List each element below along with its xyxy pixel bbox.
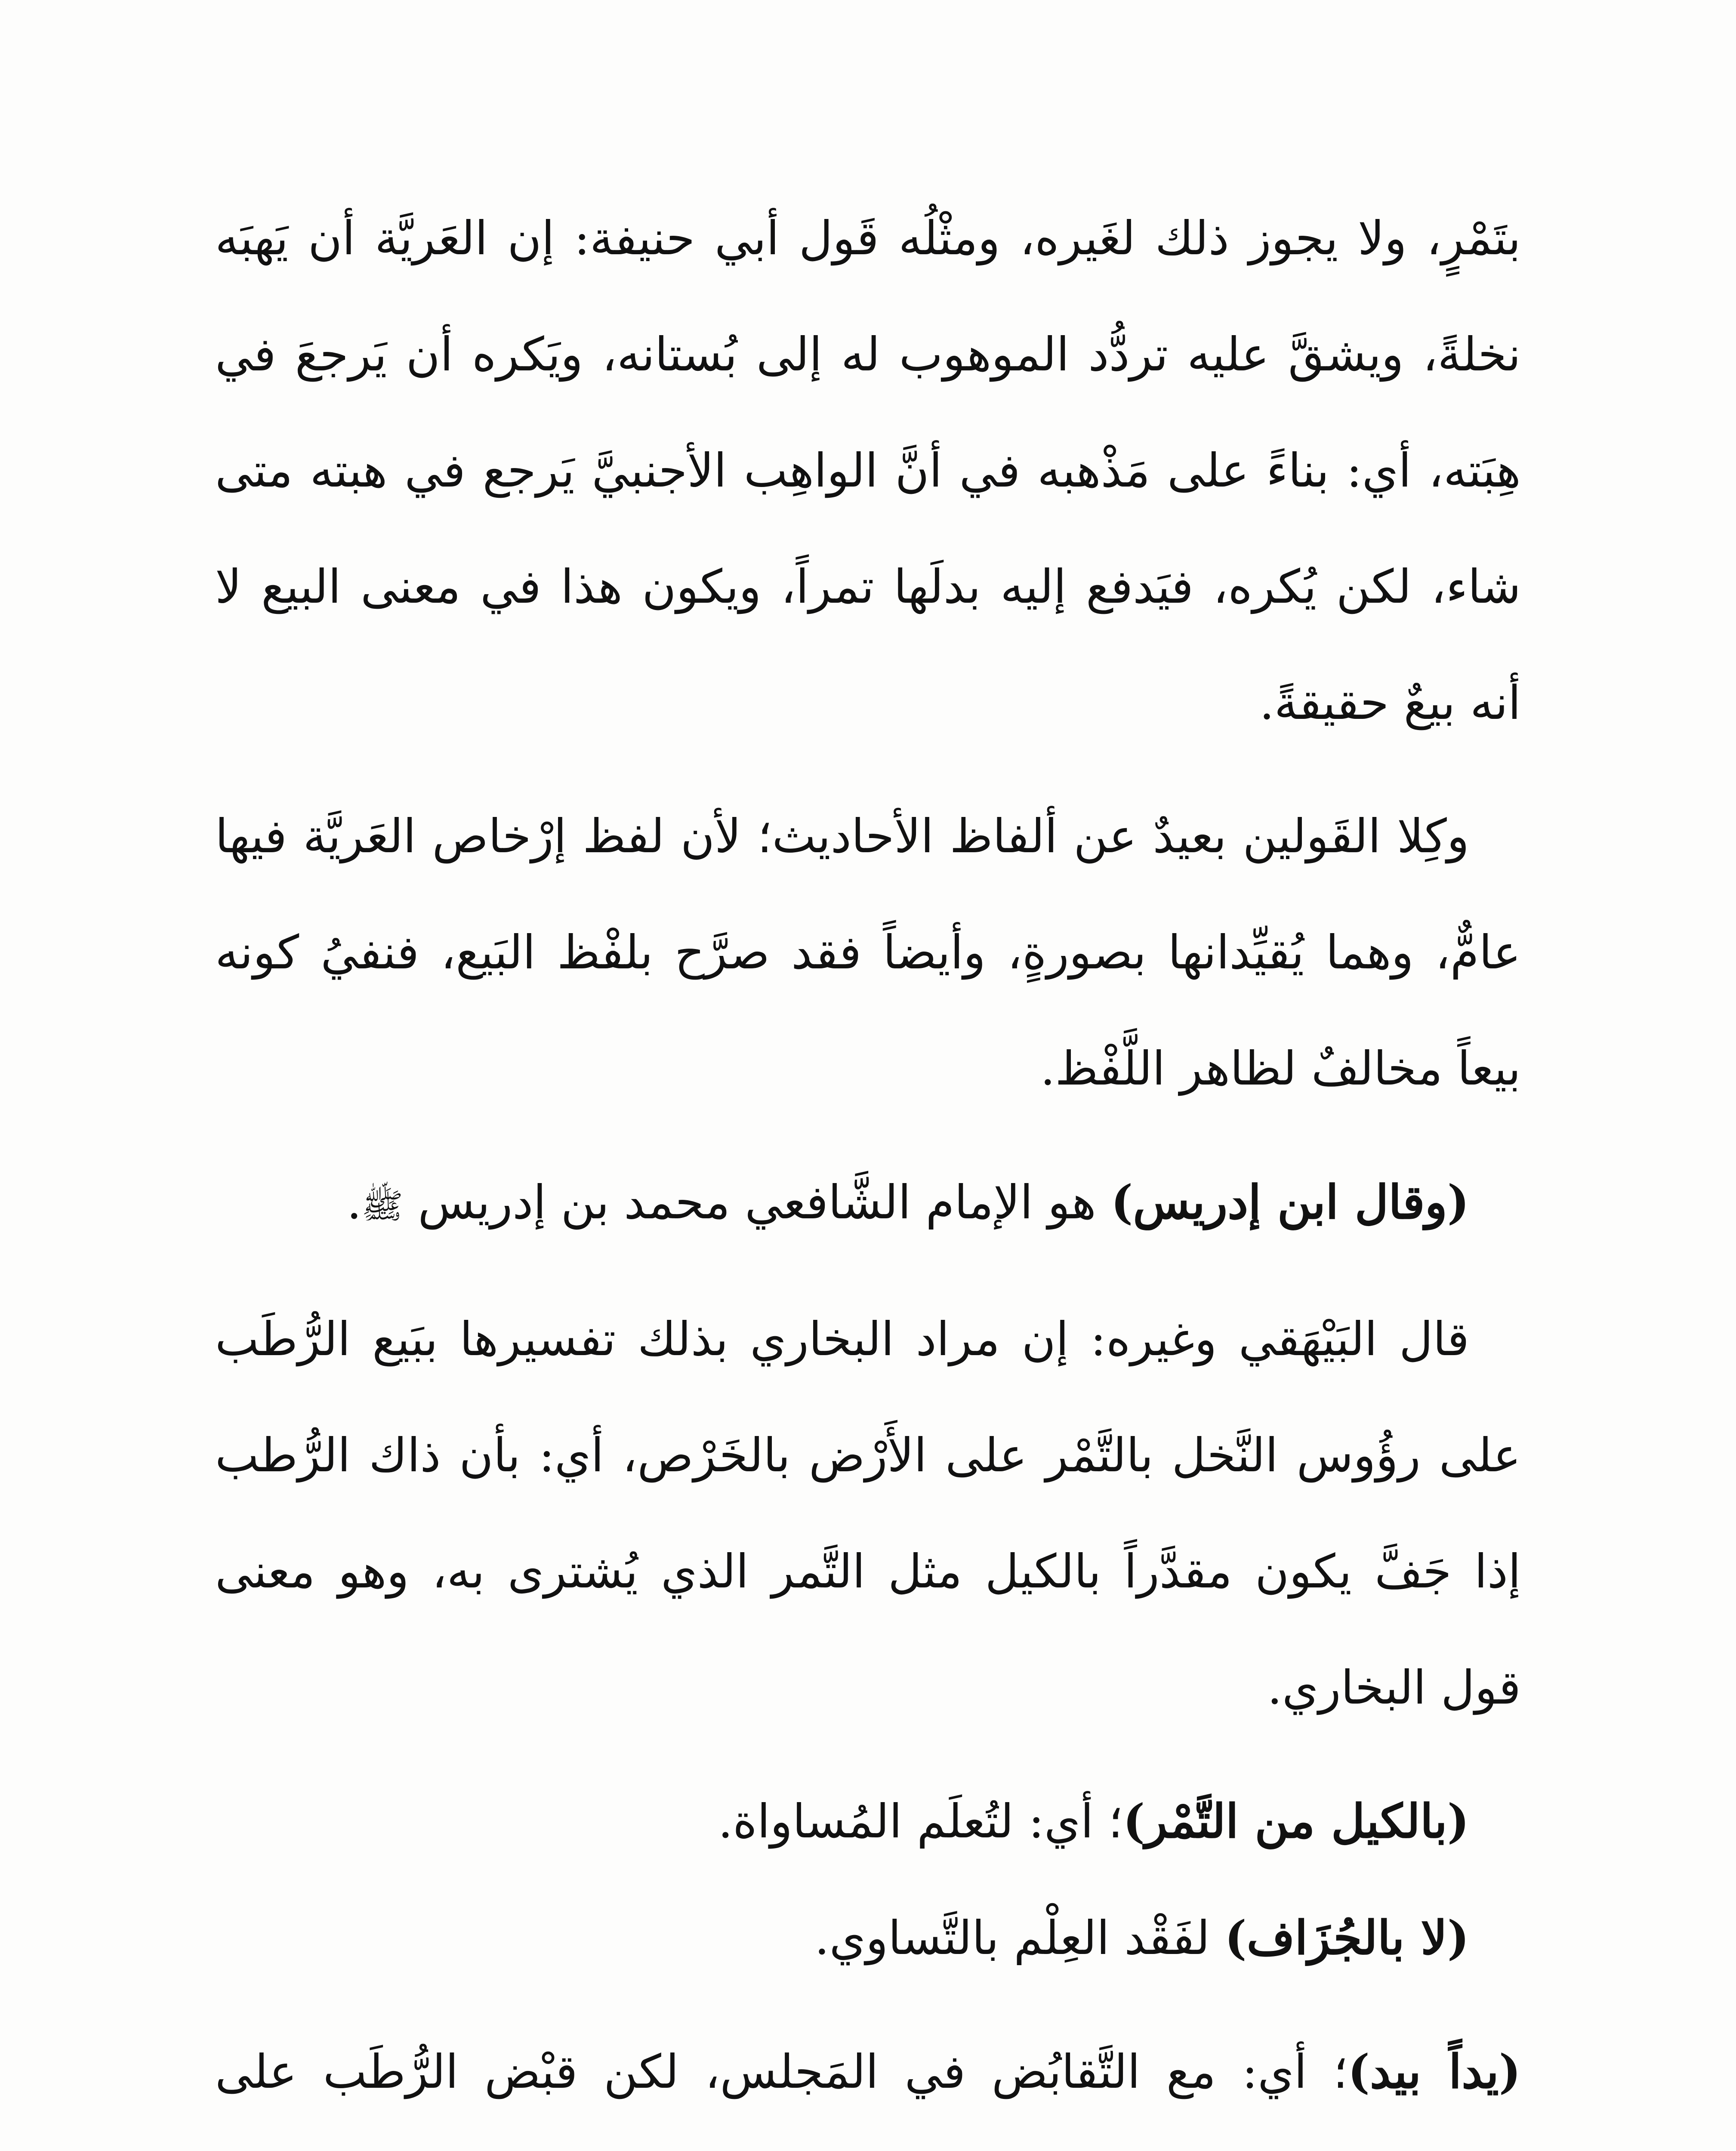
- paragraph-3-end: .: [347, 1176, 362, 1230]
- paragraph-6: [215, 1880, 1521, 1997]
- paragraph-5: [215, 1763, 1521, 1880]
- quoted-term-bil-juzaf: (لا بالجُزَاف): [1224, 1911, 1469, 1965]
- paragraph-4: [215, 1282, 1521, 1746]
- paragraph-2-text: وكِلا القَولين بعيدٌ عن ألفاظ الأحاديث؛ لأن لفظ إرْخاص العَريَّة فيها عامٌّ، وهما يُقيِّدانها بصورةٍ، وأيضاً فقد صرَّح بلفْظ البَيع، فنفيُ كونه بيعاً مخالفٌ لظاهر اللَّفْظ.: [215, 810, 1521, 1096]
- paragraph-3: [215, 1144, 1521, 1264]
- quoted-term-ibn-idris: (وقال ابن إدريس): [1111, 1175, 1469, 1230]
- page-body: [215, 181, 1521, 2151]
- paragraph-1-text: بتَمْرٍ، ولا يجوز ذلك لغَيره، ومثْلُه قَول أبي حنيفة: إن العَريَّة أن يَهبَه نخلةً، ويشقَّ عليه تردُّد الموهوب له إلى بُستانه، ويَكره أن يَرجعَ في هِبَته، أي: بناءً على مَذْهبه في أنَّ الواهِب الأجنبيَّ يَرجع في هبته متى شاء، لكن يُكره، فيَدفع إليه بدلَها تمراً، ويكون هذا في معنى البيع لا أنه بيعٌ حقيقةً.: [215, 212, 1521, 730]
- paragraph-1: [215, 181, 1521, 761]
- paragraph-3-text: هو الإمام الشَّافعي محمد بن إدريس: [403, 1176, 1111, 1230]
- paragraph-5-text: ؛ أي: لتُعلَم المُساواة.: [718, 1794, 1123, 1849]
- paragraph-7: [215, 2014, 1521, 2151]
- paragraph-7-text: ؛ أي: مع التَّقابُض في المَجلس، لكن قبْض الرُّطَب على: [215, 2045, 1348, 2099]
- paragraph-2: [215, 779, 1521, 1127]
- paragraph-4-text: قال البَيْهَقي وغيره: إن مراد البخاري بذلك تفسيرها ببَيع الرُّطَب على رؤُوس النَّخل بالتَّمْر على الأَرْض بالخَرْص، أي: بأن ذاك الرُّطب إذا جَفَّ يكون مقدَّراً بالكيل مثل التَّمر الذي يُشترى به، وهو معنى قول البخاري.: [215, 1312, 1521, 1715]
- honorific-symbol: ﷺ: [361, 1186, 403, 1226]
- quoted-term-bil-kayl: (بالكيل من التَّمْر): [1123, 1794, 1469, 1849]
- quoted-term-yadan-biyad: (يداً بيد): [1347, 2044, 1521, 2099]
- paragraph-6-text: لفَقْد العِلْم بالتَّساوي.: [814, 1911, 1225, 1965]
